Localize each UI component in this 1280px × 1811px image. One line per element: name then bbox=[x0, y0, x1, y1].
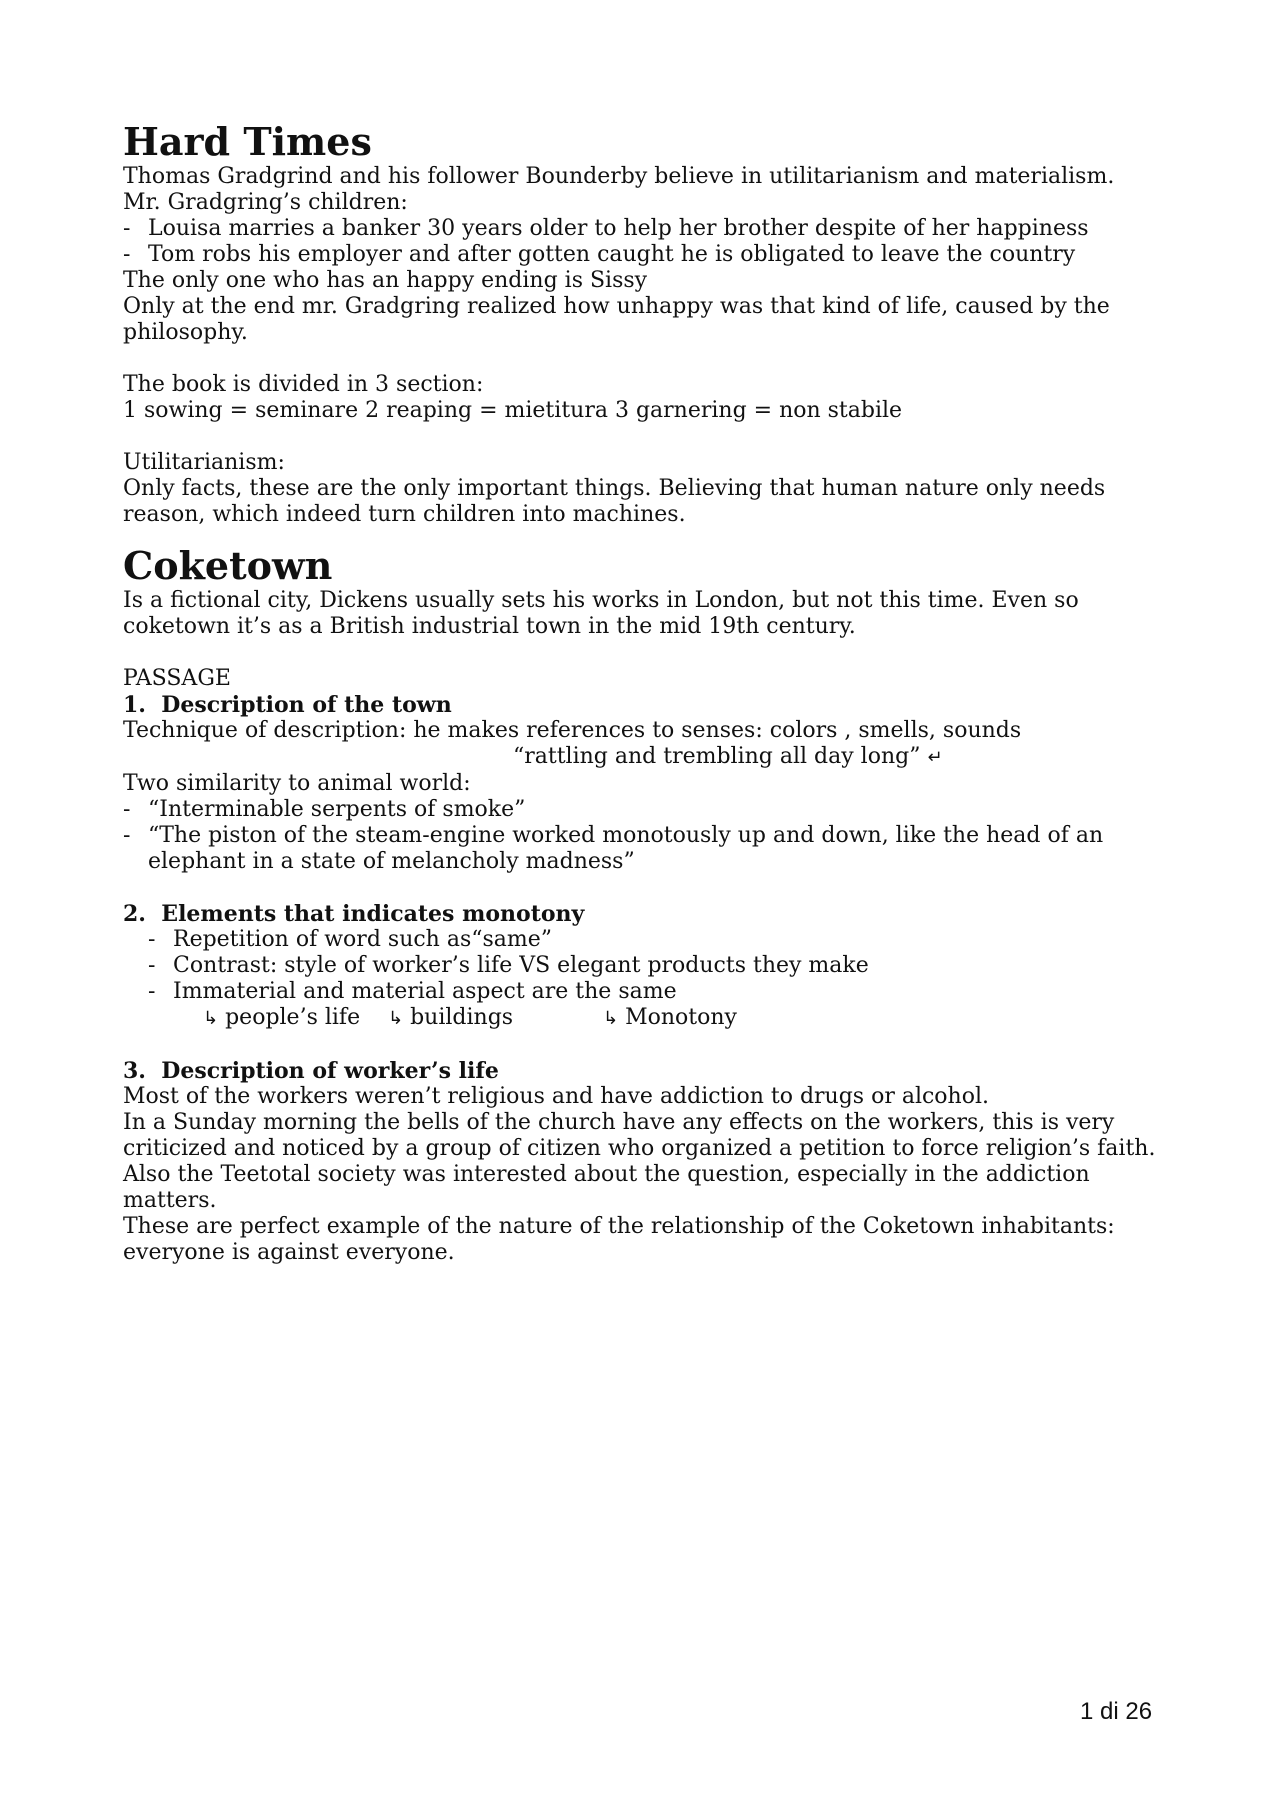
paragraph: Two similarity to animal world: bbox=[123, 771, 471, 796]
monotony-list bbox=[123, 927, 1183, 1005]
list-item: - “The piston of the steam-engine worked monotously up and down, like the head of an elephant in a state of melancholy madness” bbox=[123, 823, 1183, 875]
paragraph: Is a fictional city, Dickens usually sets his works in London, but not this time. Even so coketown it’s as a British industrial town in the mid 19th century. bbox=[123, 588, 1079, 639]
subheading-text: Description of worker’s life bbox=[161, 1058, 499, 1084]
arrow-item: ↳ people’s life bbox=[203, 1005, 361, 1030]
paragraph: Mr. Gradgring’s children: bbox=[123, 190, 408, 215]
similarity-list bbox=[123, 797, 1183, 875]
sub-arrow-icon: ↳ bbox=[603, 1008, 619, 1029]
subheading-number: 2. bbox=[123, 901, 146, 927]
paragraph: In a Sunday morning the bells of the church have any effects on the workers, this is very criticized and noticed by a group of citizen who organized a petition to force religion’s faith. Also the Teetotal society was interested about the question, especially in the addiction matters. bbox=[123, 1110, 1156, 1213]
list-item: - Contrast: style of worker’s life VS elegant products they make bbox=[148, 953, 1183, 979]
sub-arrow-icon: ↳ bbox=[203, 1008, 219, 1029]
arrow-row bbox=[123, 1005, 1183, 1032]
list-item: - Immaterial and material aspect are the same bbox=[148, 979, 1183, 1005]
paragraph: Only facts, these are the only important things. Believing that human nature only needs reason, which indeed turn children into machines. bbox=[123, 476, 1106, 527]
page-number: 1 di 26 bbox=[1080, 1698, 1153, 1725]
list-item: - “Interminable serpents of smoke” bbox=[123, 797, 1183, 823]
paragraph: Utilitarianism: bbox=[123, 450, 285, 475]
subheading-number: 1. bbox=[123, 692, 146, 718]
subheading-workers-life bbox=[123, 1058, 1183, 1084]
quote-text: “rattling and trembling all day long” bbox=[513, 744, 921, 769]
list-item: - Tom robs his employer and after gotten caught he is obligated to leave the country bbox=[123, 242, 1183, 268]
sub-arrow-icon: ↳ bbox=[388, 1008, 404, 1029]
children-list bbox=[123, 216, 1183, 268]
passage-label: PASSAGE bbox=[123, 666, 231, 691]
paragraph: Most of the workers weren’t religious and have addiction to drugs or alcohol. bbox=[123, 1084, 989, 1109]
list-item: - Louisa marries a banker 30 years older to help her brother despite of her happiness bbox=[123, 216, 1183, 242]
subheading-description-town bbox=[123, 692, 1183, 718]
paragraph: The only one who has an happy ending is Sissy bbox=[123, 268, 648, 293]
list-item: - Repetition of word such as“same” bbox=[148, 927, 1183, 953]
subheading-text: Description of the town bbox=[161, 692, 452, 718]
subheading-monotony bbox=[123, 901, 1183, 927]
paragraph: 1 sowing = seminare 2 reaping = mietitura 3 garnering = non stabile bbox=[123, 398, 903, 423]
page-content bbox=[123, 120, 1183, 1266]
paragraph: These are perfect example of the nature of the relationship of the Coketown inhabitants: everyone is against everyone. bbox=[123, 1214, 1115, 1265]
paragraph: Only at the end mr. Gradgring realized how unhappy was that kind of life, caused by the philosophy. bbox=[123, 294, 1110, 345]
subheading-text: Elements that indicates monotony bbox=[161, 901, 585, 927]
paragraph: Technique of description: he makes references to senses: colors , smells, sounds bbox=[123, 718, 1022, 743]
paragraph: The book is divided in 3 section: bbox=[123, 372, 484, 397]
subheading-number: 3. bbox=[123, 1058, 146, 1084]
heading-hard-times: Hard Times bbox=[123, 119, 372, 164]
heading-coketown: Coketown bbox=[123, 543, 333, 588]
paragraph: Thomas Gradgrind and his follower Bounderby believe in utilitarianism and materialism. bbox=[123, 164, 1115, 189]
return-arrow-icon: ↵ bbox=[927, 747, 943, 768]
arrow-item: ↳ buildings bbox=[388, 1005, 514, 1030]
quote-line bbox=[123, 744, 1183, 771]
arrow-item: ↳ Monotony bbox=[603, 1005, 737, 1030]
